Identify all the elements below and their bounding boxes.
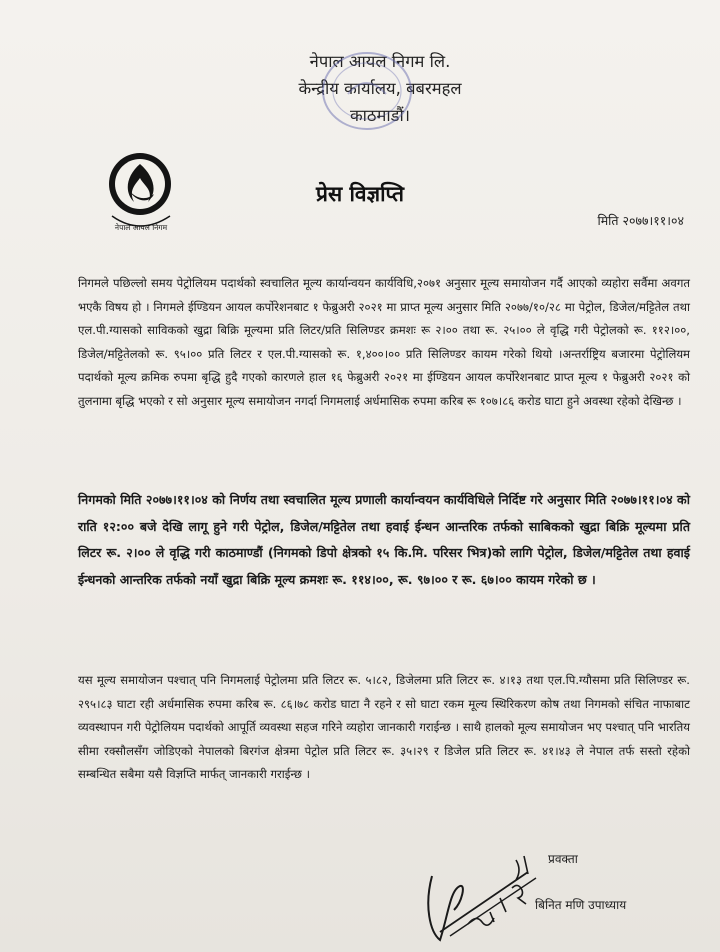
spokesperson-name: बिनित मणि उपाध्याय	[535, 898, 627, 912]
paragraph-1: निगमले पछिल्लो समय पेट्रोलियम पदार्थको स्वचालित मूल्य कार्यान्वयन कार्यविधि,२०७१ अनुसार मूल्य समायोजन गर्दै आएको व्यहोरा सर्वैमा अवगत भएकै विषय हो । निगमले ईण्डियन आयल कर्पोरेशनबाट १ फेब्रुअरी २०२१ मा प्राप्त मूल्य अनुसार मिति २०७७/१०/२८ मा पेट्रोल, डिजेल/मट्टितेल तथा एल.पी.ग्यासको साविकको खुद्रा बिक्रि मूल्यमा प्रति लिटर/प्रति सिलिण्डर क्रमशः रू २।०० तथा रू. २५।०० ले वृद्धि गरी पेट्रोलको रू. ११२।००, डिजेल/मट्टितेलको रू. ९५।०० प्रति लिटर र एल.पी.ग्यासको रू. १,४००।०० प्रति सिलिण्डर कायम गरेको थियो ।अन्तर्राष्ट्रिय बजारमा पेट्रोलियम पदार्थको मूल्य क्रमिक रुपमा बृद्धि हुदै गएको कारणले हाल १६ फेब्रुअरी २०२१ मा ईण्डियन आयल कर्पोरेशनबाट प्राप्त मूल्य १ फेब्रुअरी २०२१ को तुलनामा बृद्धि भएको र सो अनुसार मूल्य समायोजन नगर्दा निगमलाई अर्धमासिक रुपमा करिब रू १०७।८६ करोड घाटा हुने अवस्था रहेको देखिन्छ ।	[78, 276, 690, 408]
office-stamp-icon	[318, 48, 416, 134]
page-title: प्रेस विज्ञप्ति	[316, 182, 404, 206]
org-city: काठमाडौं।	[349, 106, 411, 125]
org-office: केन्द्रीय कार्यालय, बबरमहल	[298, 79, 462, 98]
release-date: मिति २०७७।११।०४	[597, 213, 684, 228]
org-name: नेपाल आयल निगम लि.	[309, 52, 451, 71]
paragraph-2: निगमको मिति २०७७।११।०४ को निर्णय तथा स्वचालित मूल्य प्रणाली कार्यान्वयन कार्यविधिले निर्दिष्ट गरे अनुसार मिति २०७७।११।०४ को राति १२:०० बजे देखि लागू हुने गरी पेट्रोल, डिजेल/मट्टितेल तथा हवाई ईन्धन आन्तरिक तर्फको साबिकको खुद्रा बिक्रि मूल्यमा प्रति लिटर रू. २।०० ले वृद्धि गरी काठमाण्डौं (निगमको डिपो क्षेत्रको १५ कि.मि. परिसर भित्र)को लागि पेट्रोल, डिजेल/मट्टितेल तथा हवाई ईन्धनको आन्तरिक तर्फको नयाँ खुद्रा बिक्रि मूल्य क्रमशः रू. ११४।००, रू. ९७।०० र रू. ६७।०० कायम गरेको छ ।	[78, 492, 690, 587]
spokesperson-title: प्रवक्ता	[548, 852, 578, 866]
handwritten-signature-icon	[420, 836, 560, 946]
paragraph-3: यस मूल्य समायोजन पश्चात् पनि निगमलाई पेट्रोलमा प्रति लिटर रू. ५।८२, डिजेलमा प्रति लिटर रू. ४।१३ तथा एल.पि.ग्यौसमा प्रति सिलिण्डर रू. २९५।८३ घाटा रही अर्धमासिक रुपमा करिब रू. ८६।७८ करोड घाटा नै रहने र सो घाटा रकम मूल्य स्थिरिकरण कोष तथा निगमको संचित नाफाबाट व्यवस्थापन गरी पेट्रोलियम पदार्थको आपूर्ति व्यवस्था सहज गरिने व्यहोरा जानकारी गराईन्छ । साथै हालको मूल्य समायोजन भए पश्चात् पनि भारतिय सीमा रक्सौलसँग जोडिएको नेपालको बिरगंज क्षेत्रमा पेट्रोल प्रति लिटर रू. ३५।२९ र डिजेल प्रति लिटर रू. ४१।४३ ले नेपाल तर्फ सस्तो रहेको सम्बन्धित सबैमा यसै विज्ञप्ति मार्फत् जानकारी गराईन्छ ।	[78, 673, 690, 782]
svg-text:नेपाल आयल निगम: नेपाल आयल निगम	[114, 223, 168, 232]
